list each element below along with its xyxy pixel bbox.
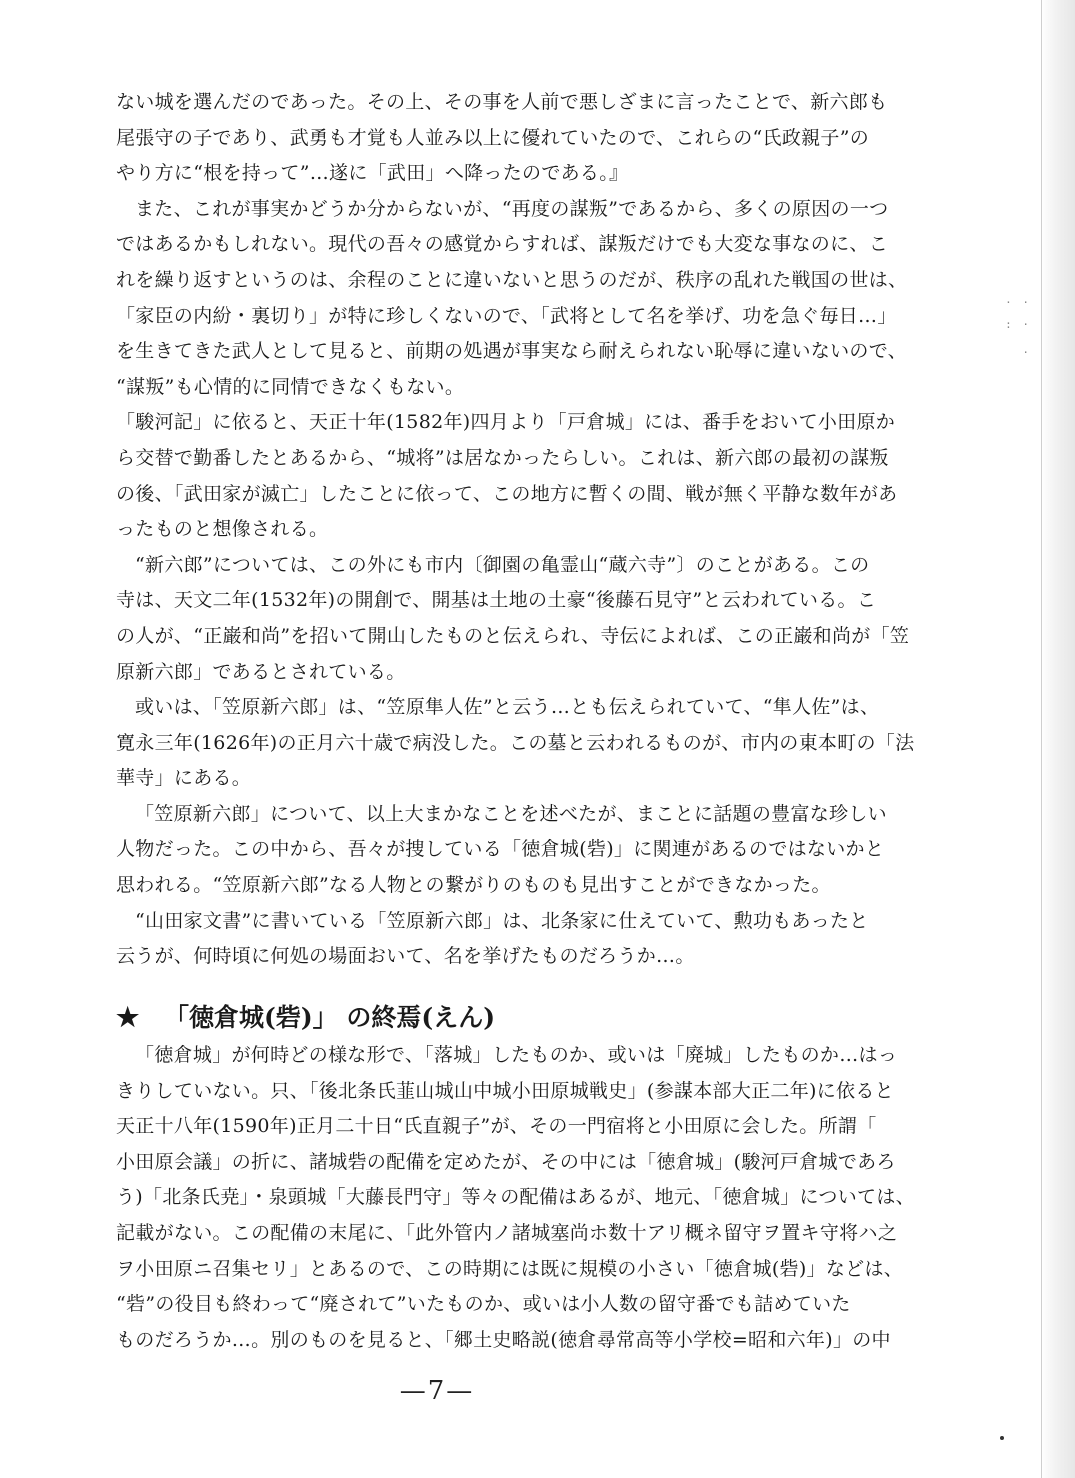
document-body (116, 85, 948, 975)
text-line: 尾張守の子であり、武勇も才覚も人並み以上に優れていたので、これらの“氏政親子”の (116, 126, 870, 149)
text-line: “砦”の役目も終わって“廃されて”いたものか、或いは小人数の留守番でも詰めていた (116, 1293, 851, 1316)
margin-mark: : · (1005, 318, 1031, 331)
text-line: ったものと想像される。 (116, 518, 329, 541)
text-line: う)「北条氏尭」・泉頭城「大藤長門守」等々の配備はあるが、地元、「徳倉城」については、 (116, 1186, 915, 1209)
text-line: 人物だった。この中から、吾々が捜している「徳倉城(砦)」に関連があるのではないかと (116, 838, 885, 861)
star-icon: ★ (116, 1003, 140, 1033)
text-line: ものだろうか…。別のものを見ると、「郷土史略説(徳倉尋常高等小学校=昭和六年)」の中 (116, 1328, 891, 1351)
text-line: 原新六郎」であるとされている。 (116, 660, 406, 683)
text-line: ヲ小田原ニ召集セリ」とあるので、この時期には既に規模の小さい「徳倉城(砦)」などは、 (116, 1257, 904, 1280)
text-line: ない城を選んだのであった。その上、その事を人前で悪しざまに言ったことで、新六郎も (116, 91, 888, 113)
text-line: 「家臣の内紛・裏切り」が特に珍しくないので、「武将として名を挙げ、功を急ぐ毎日…」 (116, 304, 897, 327)
text-line: 思われる。“笠原新六郎”なる人物との繋がりのものも見出すことができなかった。 (116, 874, 831, 897)
text-line: 寛永三年(1626年)の正月六十歳で病没した。この墓と云われるものが、市内の東本町の「法 (116, 731, 915, 754)
section-body (116, 1038, 948, 1358)
scan-edge-shadow (1041, 0, 1075, 1478)
text-line: 「駿河記」に依ると、天正十年(1582年)四月より「戸倉城」には、番手をおいて小田原か (116, 411, 896, 434)
section-heading (116, 998, 495, 1038)
text-line: 天正十八年(1590年)正月二十日“氏直親子”が、その一門宿将と小田原に会した。所謂「 (116, 1115, 877, 1138)
text-line: 云うが、何時頃に何処の場面おいて、名を挙げたものだろうか…。 (116, 945, 695, 968)
text-line: 或いは、「笠原新六郎」は、“笠原隼人佐”と云う…とも伝えられていて、“隼人佐”は、 (135, 696, 880, 719)
text-line: 小田原会議」の折に、諸城砦の配備を定めたが、その中には「徳倉城」(駿河戸倉城であろ (116, 1150, 896, 1173)
text-line: を生きてきた武人として見ると、前期の処遇が事実なら耐えられない恥辱に違いないので、 (116, 340, 907, 363)
margin-mark: · (1022, 346, 1031, 359)
text-line: やり方に“根を持って”…遂に「武田」へ降ったのである。』 (116, 162, 629, 185)
text-line: 「笠原新六郎」について、以上大まかなことを述べたが、まことに話題の豊富な珍しい (135, 802, 887, 825)
text-line: また、これが事実かどうか分からないが、“再度の謀叛”であるから、多くの原因の一つ (135, 197, 889, 220)
margin-mark: · · (1005, 296, 1031, 309)
text-line: 記載がない。この配備の末尾に、「此外管内ノ諸城塞尚ホ数十アリ概ネ留守ヲ置キ守将ハ之 (116, 1221, 898, 1244)
text-line: “山田家文書”に書いている「笠原新六郎」は、北条家に仕えていて、勲功もあったと (135, 909, 869, 932)
text-line: “謀叛”も心情的に同情できなくもない。 (116, 375, 465, 398)
scan-speck (1000, 1436, 1004, 1440)
scan-edge-line (1041, 0, 1042, 1478)
text-line: 寺は、天文二年(1532年)の開創で、開基は土地の土豪“後藤石見守”と云われている。こ (116, 589, 877, 612)
text-line: 「徳倉城」が何時どの様な形で、「落城」したものか、或いは「廃城」したものか…はっ (135, 1044, 898, 1066)
section-title: 「徳倉城(砦)」 の終焉(えん) (164, 1003, 496, 1032)
text-line: ではあるかもしれない。現代の吾々の感覚からすれば、謀叛だけでも大変な事なのに、こ (116, 233, 889, 256)
text-line: ら交替で勤番したとあるから、“城将”は居なかったらしい。これは、新六郎の最初の謀叛 (116, 446, 889, 469)
text-line: きりしていない。只、「後北条氏韮山城山中城小田原城戦史」(参謀本部大正二年)に依ると (116, 1079, 894, 1102)
text-line: の後、「武田家が滅亡」したことに依って、この地方に暫くの間、戦が無く平静な数年があ (116, 482, 898, 505)
page-number: —7— (399, 1376, 475, 1406)
text-line: 華寺」にある。 (116, 767, 252, 790)
text-line: の人が、“正巌和尚”を招いて開山したものと伝えられ、寺伝によれば、この正巌和尚が「笠 (116, 624, 910, 647)
text-line: “新六郎”については、この外にも市内〔御園の亀霊山“蔵六寺”〕のことがある。この (135, 553, 870, 576)
text-line: れを繰り返すというのは、余程のことに違いないと思うのだが、秩序の乱れた戦国の世は、 (116, 268, 908, 291)
